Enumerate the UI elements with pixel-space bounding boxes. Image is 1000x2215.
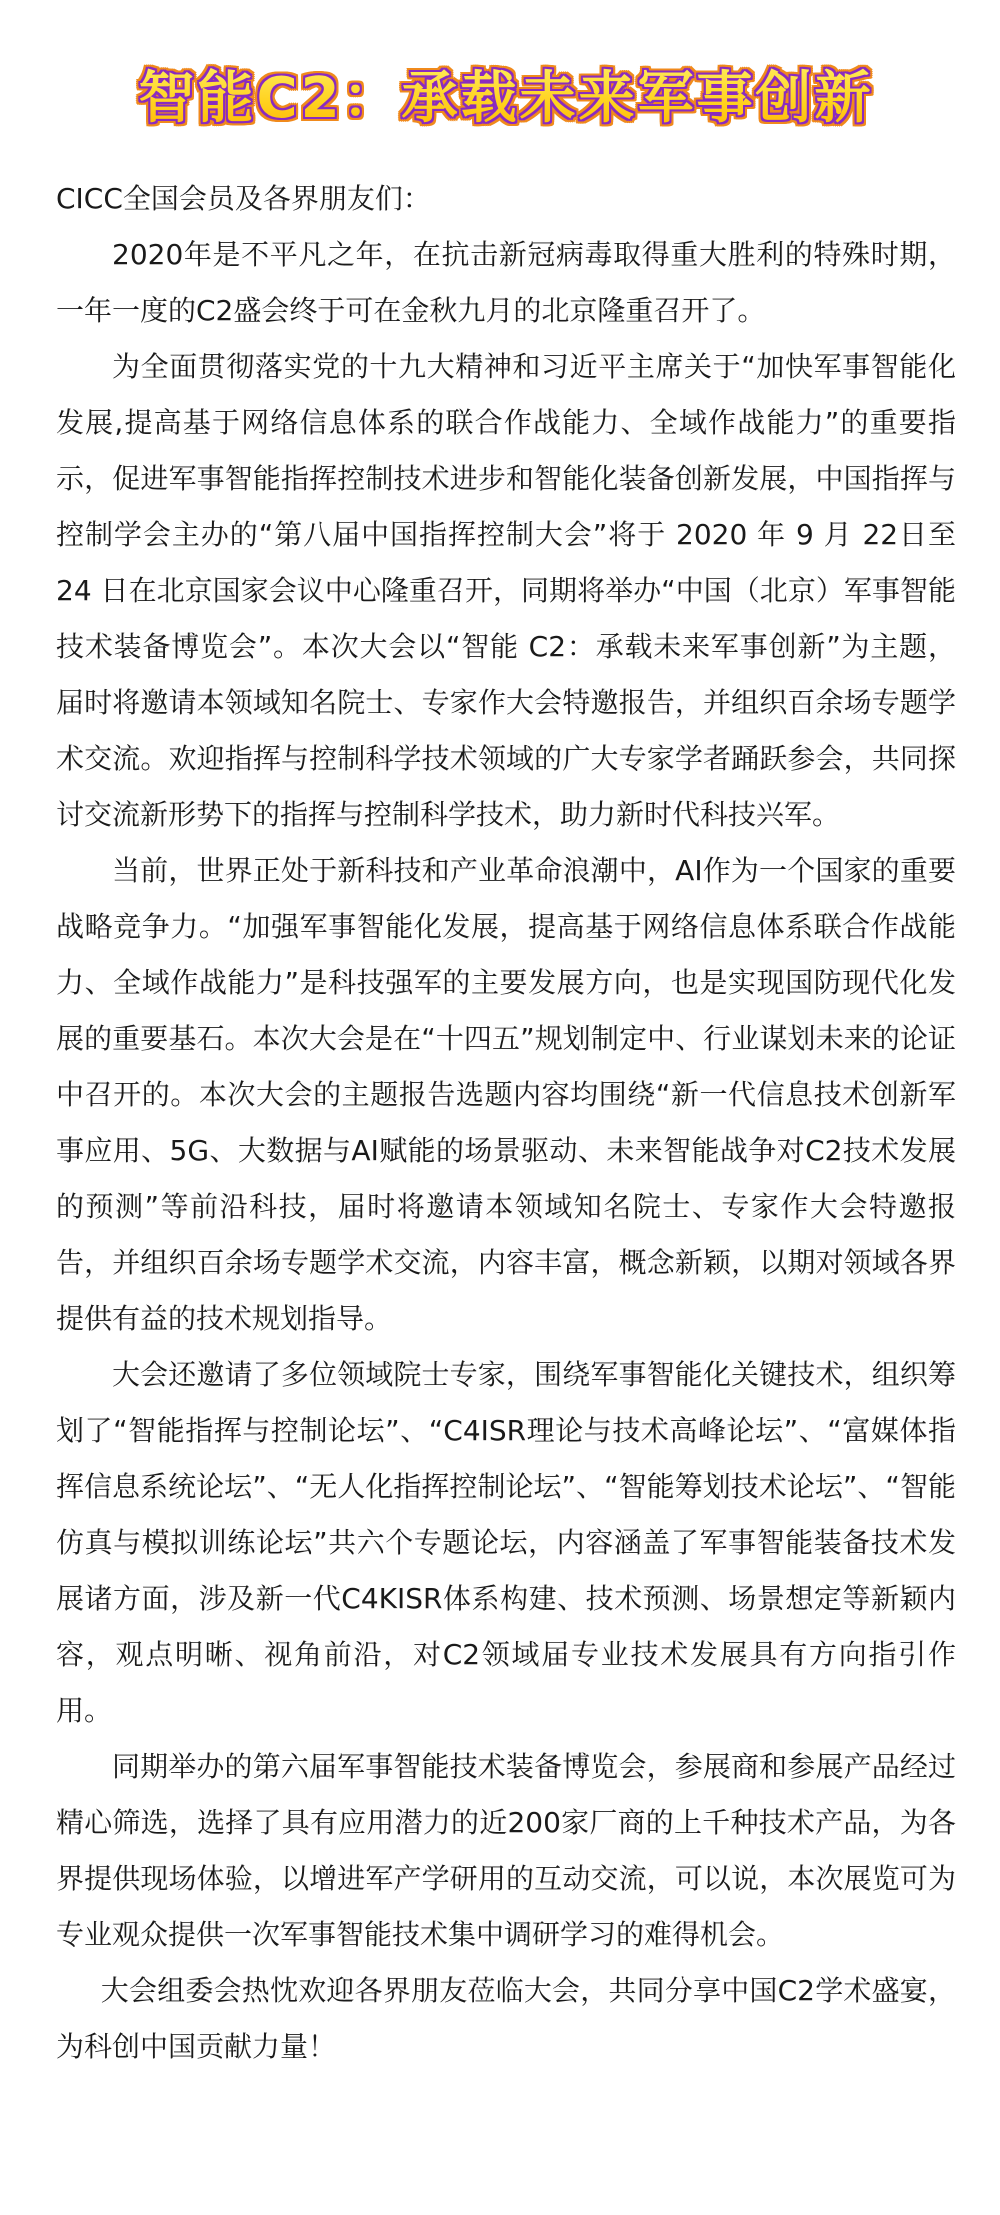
paragraph-3: 当前，世界正处于新科技和产业革命浪潮中，AI作为一个国家的重要战略竞争力。“加强军事智能化发展，提高基于网络信息体系联合作战能力、全域作战能力”是科技强军的主要发展方向，也是实现国防现代化发展的重要基石。本次大会是在“十四五”规划制定中、行业谋划未来的论证中召开的。本次大会的主题报告选题内容均围绕“新一代信息技术创新军事应用、5G、大数据与AI赋能的场景驱动、未来智能战争对C2技术发展的预测”等前沿科技，届时将邀请本领域知名院士、专家作大会特邀报告，并组织百余场专题学术交流，内容丰富，概念新颖，以期对领域各界提供有益的技术规划指导。 xyxy=(56,854,956,1335)
page-title: 智能C2：承载未来军事创新 xyxy=(138,54,873,134)
paragraph-6: 大会组委会热忱欢迎各界朋友莅临大会，共同分享中国C2学术盛宴，为科创中国贡献力量！ xyxy=(56,1974,956,2063)
paragraph-5: 同期举办的第六届军事智能技术装备博览会，参展商和参展产品经过精心筛选，选择了具有应用潜力的近200家厂商的上千种技术产品，为各界提供现场体验，以增进军产学研用的互动交流，可以说，本次展览可为专业观众提供一次军事智能技术集中调研学习的难得机会。 xyxy=(56,1750,956,1951)
paragraph-4: 大会还邀请了多位领域院士专家，围绕军事智能化关键技术，组织筹划了“智能指挥与控制论坛”、“C4ISR理论与技术高峰论坛”、“富媒体指挥信息系统论坛”、“无人化指挥控制论坛”、“智能筹划技术论坛”、“智能仿真与模拟训练论坛”共六个专题论坛，内容涵盖了军事智能装备技术发展诸方面，涉及新一代C4KISR体系构建、技术预测、场景想定等新颖内容，观点明晰、视角前沿，对C2领域届专业技术发展具有方向指引作用。 xyxy=(56,1358,956,1727)
title-banner xyxy=(56,0,956,165)
article-body xyxy=(56,171,956,2075)
paragraph-2: 为全面贯彻落实党的十九大精神和习近平主席关于“加快军事智能化发展,提高基于网络信息体系的联合作战能力、全域作战能力”的重要指示，促进军事智能指挥控制技术进步和智能化装备创新发展，中国指挥与控制学会主办的“第八届中国指挥控制大会”将于 2020 年 9 月 22日至 24 日在北京国家会议中心隆重召开，同期将举办“中国（北京）军事智能技术装备博览会”。本次大会以“智能 C2：承载未来军事创新”为主题，届时将邀请本领域知名院士、专家作大会特邀报告，并组织百余场专题学术交流。欢迎指挥与控制科学技术领域的广大专家学者踊跃参会，共同探讨交流新形势下的指挥与控制科学技术，助力新时代科技兴军。 xyxy=(56,350,956,831)
paragraph-1: 2020年是不平凡之年，在抗击新冠病毒取得重大胜利的特殊时期，一年一度的C2盛会终于可在金秋九月的北京隆重召开了。 xyxy=(56,238,956,327)
greeting: CICC全国会员及各界朋友们： xyxy=(56,182,431,215)
